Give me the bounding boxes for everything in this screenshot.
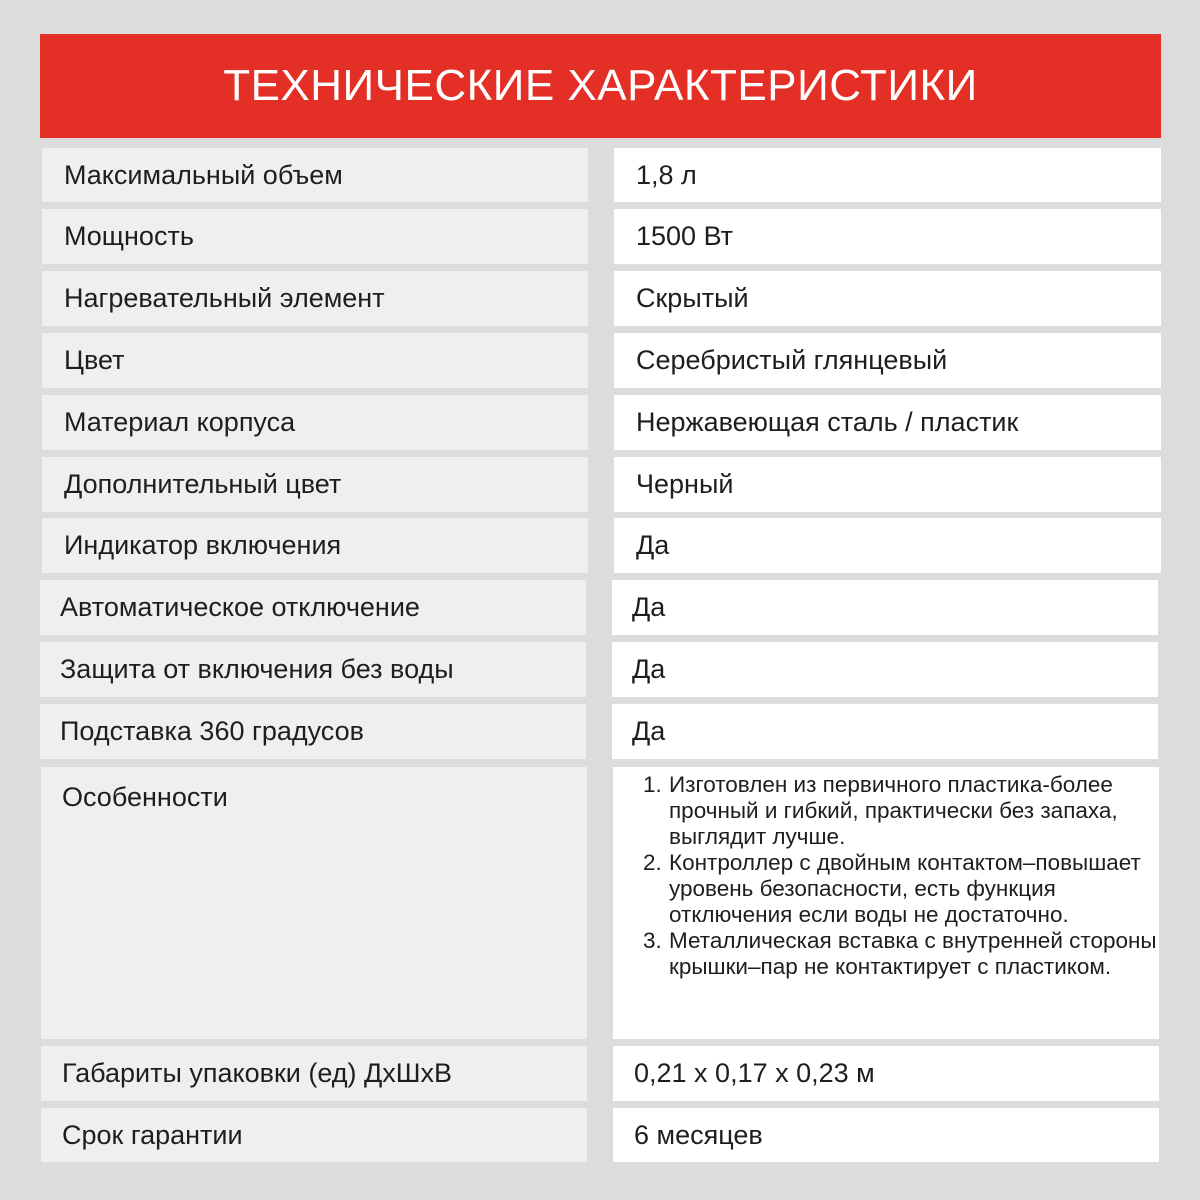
spec-label: Цвет — [42, 333, 588, 388]
spec-value: 1,8 л — [614, 148, 1161, 202]
features-list — [613, 772, 1159, 980]
page-title: ТЕХНИЧЕСКИЕ ХАРАКТЕРИСТИКИ — [223, 61, 978, 110]
spec-label: Защита от включения без воды — [40, 642, 586, 697]
spec-label: Индикатор включения — [42, 518, 588, 573]
spec-label: Максимальный объем — [42, 148, 588, 202]
spec-value: Серебристый глянцевый — [614, 333, 1161, 388]
spec-label — [41, 767, 587, 1039]
spec-value: Да — [614, 518, 1161, 573]
spec-value: 1500 Вт — [614, 209, 1161, 264]
spec-value: 0,21 х 0,17 х 0,23 м — [613, 1046, 1159, 1101]
features-label: Особенности — [62, 782, 228, 812]
spec-label: Материал корпуса — [42, 395, 588, 450]
spec-label: Габариты упаковки (ед) ДхШхВ — [41, 1046, 587, 1101]
spec-value: Да — [612, 642, 1158, 697]
spec-label: Автоматическое отключение — [40, 580, 586, 635]
spec-label: Нагревательный элемент — [42, 271, 588, 326]
features-cell — [613, 767, 1159, 1039]
spec-value: Да — [612, 704, 1158, 759]
spec-value: 6 месяцев — [613, 1108, 1159, 1162]
spec-label: Мощность — [42, 209, 588, 264]
spec-value: Да — [612, 580, 1158, 635]
spec-label: Подставка 360 градусов — [40, 704, 586, 759]
feature-item: Металлическая вставка с внутренней стороны крышки–пар не контактирует с пластиком. — [669, 928, 1157, 979]
feature-item: Контроллер с двойным контактом–повышает уровень безопасности, есть функция отключения если воды не достаточно. — [669, 850, 1141, 927]
spec-label: Дополнительный цвет — [42, 457, 588, 512]
spec-header — [40, 34, 1161, 138]
spec-value: Нержавеющая сталь / пластик — [614, 395, 1161, 450]
spec-label: Срок гарантии — [41, 1108, 587, 1162]
spec-value: Скрытый — [614, 271, 1161, 326]
spec-value: Черный — [614, 457, 1161, 512]
feature-item: Изготовлен из первичного пластика-более прочный и гибкий, практически без запаха, выглядит лучше. — [669, 772, 1118, 849]
